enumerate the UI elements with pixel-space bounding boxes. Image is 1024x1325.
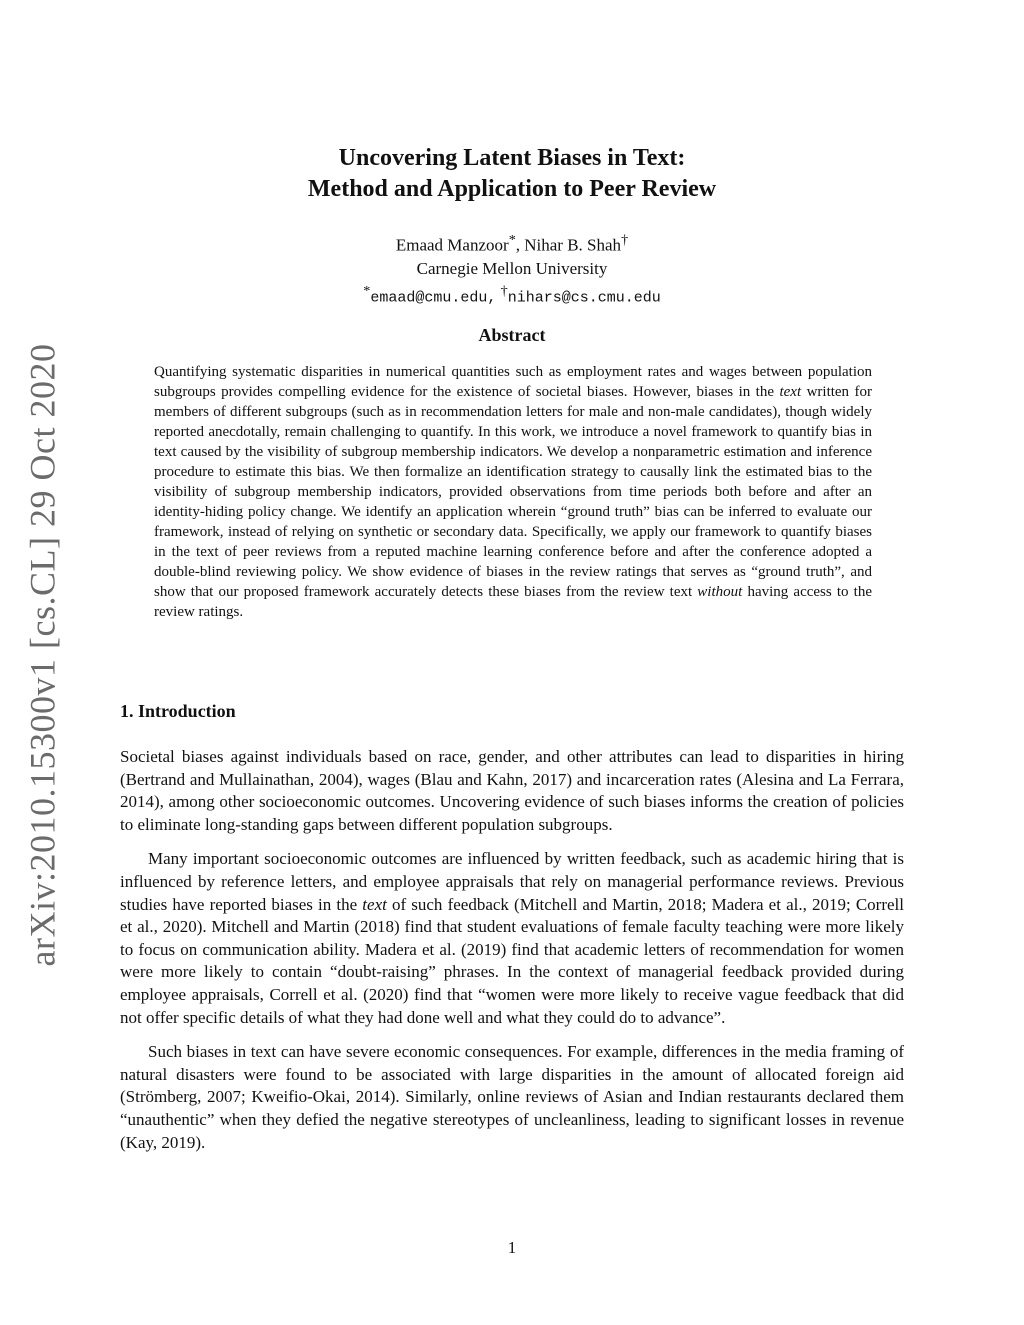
author-separator: ,: [515, 235, 525, 255]
abstract-heading: Abstract: [478, 325, 546, 345]
title-line-2: Method and Application to Peer Review: [307, 176, 717, 202]
author-2-name: Nihar B. Shah: [524, 235, 622, 255]
abstract-emphasis-2: without: [697, 584, 743, 600]
author-emails: [0, 280, 1024, 310]
title-line-1: Uncovering Latent Biases in Text:: [338, 145, 686, 171]
arxiv-identifier-stamp: [2, 343, 82, 967]
email-2-mark: †: [500, 282, 508, 299]
affiliation: Carnegie Mellon University: [416, 258, 608, 278]
intro-paragraph-2: [120, 848, 904, 1029]
intro-paragraph-2-part-2: of such feedback (Mitchell and Martin, 2018; Madera et al., 2019; Correll et al., 2020). Mitchell and Martin (2018) find that student evaluations of female faculty teaching were more likely to focus on communication ability. Madera et al. (2019) find that academic letters of recommendation for women were more likely to contain “doubt-raising” phrases. In the context of managerial feedback provided during employee appraisals, Correll et al. (2020) find that “women were more likely to receive vague feedback that did not offer specific details of what they had done well and what they could do to advance”.: [120, 894, 904, 1027]
intro-paragraph-2-emphasis: text: [362, 894, 387, 914]
email-2: nihars@cs.cmu.edu: [507, 289, 661, 307]
page-number: 1: [507, 1238, 517, 1257]
email-1-mark: *: [363, 282, 371, 299]
email-1: emaad@cmu.edu,: [370, 289, 497, 307]
author-2-mark: †: [621, 232, 629, 248]
abstract-text-3: having access to the review ratings.: [154, 584, 872, 620]
author-1-name: Emaad Manzoor: [395, 235, 509, 255]
author-1-mark: *: [508, 232, 516, 248]
introduction-body: [120, 746, 904, 1166]
author-block: [0, 229, 1024, 309]
paper-title: [0, 143, 1024, 205]
abstract-emphasis-1: text: [779, 384, 802, 400]
author-names: [0, 229, 1024, 257]
intro-paragraph-2-part-1: Many important socioeconomic outcomes are influenced by written feedback, such as academic hiring that is influenced by reference letters, and employee appraisals that rely on managerial performance reviews. Previous studies have reported biases in the: [120, 849, 904, 914]
arxiv-identifier-text: arXiv:2010.15300v1 [cs.CL] 29 Oct 2020: [22, 343, 63, 967]
abstract-body: [154, 362, 872, 622]
abstract-text-2: written for members of different subgroups (such as in recommendation letters for male and non-male candidates), though widely reported anecdotally, remain challenging to quantify. In this work, we introduce a novel framework to quantify bias in text caused by the visibility of subgroup membership indicators. We develop a nonparametric estimation and inference procedure to estimate this bias. We then formalize an identification strategy to causally link the estimated bias to the visibility of subgroup membership indicators, provided observations from time periods both before and after an identity-hiding policy change. We identify an application wherein “ground truth” bias can be inferred to evaluate our framework, instead of relying on synthetic or secondary data. Specifically, we apply our framework to quantify biases in the text of peer reviews from a reputed machine learning conference before and after the conference adopted a double-blind reviewing policy. We show evidence of biases in the review ratings that serves as “ground truth”, and show that our proposed framework accurately detects these biases from the review text: [154, 384, 872, 600]
abstract-text-1: Quantifying systematic disparities in numerical quantities such as employment rates and wages between population subgroups provides compelling evidence for the existence of societal biases. However, biases in the: [154, 364, 872, 400]
section-heading-introduction: 1. Introduction: [120, 701, 236, 721]
intro-paragraph-1: Societal biases against individuals based on race, gender, and other attributes can lead to disparities in hiring (Bertrand and Mullainathan, 2004), wages (Blau and Kahn, 2017) and incarceration rates (Alesina and La Ferrara, 2014), among other socioeconomic outcomes. Uncovering evidence of such biases informs the creation of policies to eliminate long-standing gaps between different population subgroups.: [120, 747, 904, 834]
intro-paragraph-3: Such biases in text can have severe economic consequences. For example, differences in the media framing of natural disasters were found to be associated with large disparities in the amount of allocated foreign aid (Strömberg, 2007; Kweifio-Okai, 2014). Similarly, online reviews of Asian and Indian restaurants declared them “unauthentic” when they defied the negative stereotypes of uncleanliness, leading to significant losses in revenue (Kay, 2019).: [120, 1042, 904, 1152]
